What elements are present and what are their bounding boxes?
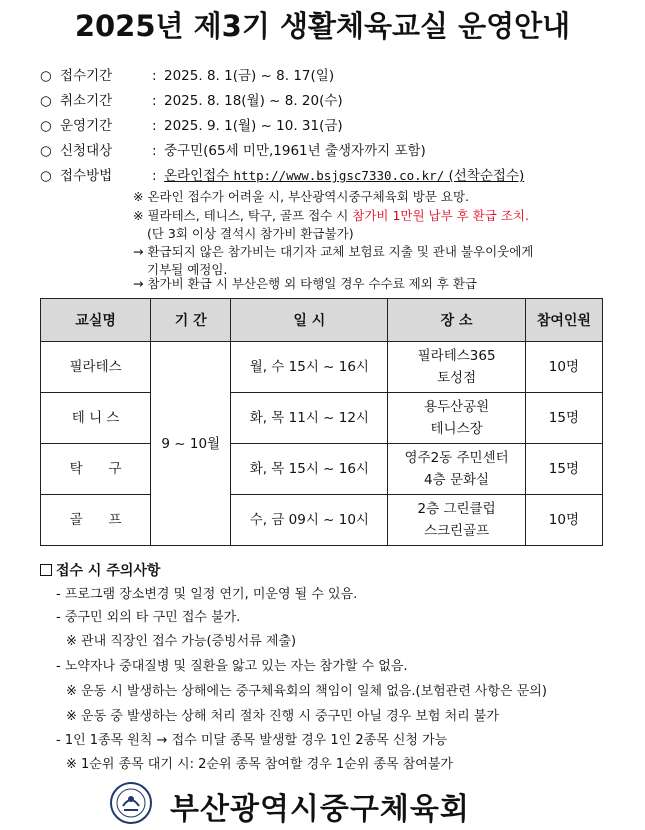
notice-heading: 접수 시 주의사항 xyxy=(40,560,160,580)
class-place: 영주2동 주민센터 4층 문화실 xyxy=(388,444,525,495)
info-value: 2025. 8. 1(금) ~ 8. 17(일) xyxy=(164,68,335,84)
class-time: 화, 목 15시 ~ 16시 xyxy=(231,444,388,495)
info-reception-period: ○ 접수기간 : 2025. 8. 1(금) ~ 8. 17(일) xyxy=(40,64,334,84)
notice-line: ※ 운동 중 발생하는 상해 처리 절차 진행 시 중구민 아닐 경우 보험 처리 불가 xyxy=(66,709,499,724)
info-label: 접수방법 xyxy=(60,168,113,184)
info-value: 2025. 9. 1(월) ~ 10. 31(금) xyxy=(164,118,343,134)
note-donation: → 환급되지 않은 참가비는 대기자 교체 보험료 지출 및 관내 불우이웃에게 xyxy=(133,244,534,259)
col-header-people: 참여인원 xyxy=(525,299,602,342)
note-fee-highlight: 참가비 1만원 납부 후 환급 조치. xyxy=(352,208,529,223)
note-donation-cont: 기부될 예정임. xyxy=(147,262,228,277)
info-value: 중구민(65세 미만,1961년 출생자까지 포함) xyxy=(164,143,426,159)
class-place: 2층 그린클럽 스크린골프 xyxy=(388,495,525,546)
info-label: 운영기간 xyxy=(60,118,113,134)
class-place: 필라테스365 토성점 xyxy=(388,342,525,393)
schedule-table xyxy=(40,298,603,546)
notice-line: - 중구민 외의 타 구민 접수 불가. xyxy=(56,610,241,625)
table-row xyxy=(41,444,603,495)
organization-seal-icon xyxy=(110,782,152,824)
notice-line: ※ 1순위 종목 대기 시: 2순위 종목 참여할 경우 1순위 종목 참여불가 xyxy=(66,757,453,772)
note-absence: (단 3회 이상 결석시 참가비 환급불가) xyxy=(147,226,354,241)
col-header-time: 일 시 xyxy=(231,299,388,342)
class-people: 15명 xyxy=(525,393,602,444)
note-refund: → 참가비 환급 시 부산은행 외 타행일 경우 수수료 제외 후 환급 xyxy=(133,276,477,291)
class-name: 탁 구 xyxy=(41,444,151,495)
circle-bullet-icon: ○ xyxy=(40,168,52,184)
col-header-class: 교실명 xyxy=(41,299,151,342)
notice-line: - 1인 1종목 원칙 → 접수 미달 종목 발생할 경우 1인 2종목 신청 가능 xyxy=(56,733,448,748)
page-title: 2025년 제3기 생활체육교실 운영안내 xyxy=(74,9,571,43)
circle-bullet-icon: ○ xyxy=(40,143,52,159)
info-value: 온라인접수 http://www.bsjgsc7330.co.kr/ (선착순접수) xyxy=(164,168,525,184)
notice-line: ※ 운동 시 발생하는 상해에는 중구체육회의 책임이 일체 없음.(보험관련 사항은 문의) xyxy=(66,684,547,699)
checkbox-square-icon xyxy=(40,564,52,576)
class-people: 10명 xyxy=(525,342,602,393)
class-people: 15명 xyxy=(525,444,602,495)
info-target: ○ 신청대상 : 중구민(65세 미만,1961년 출생자까지 포함) xyxy=(40,139,426,159)
class-name: 골 프 xyxy=(41,495,151,546)
class-time: 월, 수 15시 ~ 16시 xyxy=(231,342,388,393)
signup-link[interactable]: http://www.bsjgsc7330.co.kr/ xyxy=(233,168,445,183)
class-name: 필라테스 xyxy=(41,342,151,393)
note-visit: ※ 온라인 접수가 어려울 시, 부산광역시중구체육회 방문 요망. xyxy=(133,189,470,204)
class-time: 화, 목 11시 ~ 12시 xyxy=(231,393,388,444)
class-place: 용두산공원 테니스장 xyxy=(388,393,525,444)
circle-bullet-icon: ○ xyxy=(40,118,52,134)
circle-bullet-icon: ○ xyxy=(40,68,52,84)
notice-line: - 노약자나 중대질병 및 질환을 앓고 있는 자는 참가할 수 없음. xyxy=(56,659,408,674)
note-fee: ※ 필라테스, 테니스, 탁구, 골프 접수 시 참가비 1만원 납부 후 환급 조치. xyxy=(133,208,529,223)
class-period: 9 ~ 10월 xyxy=(151,342,231,546)
col-header-place: 장 소 xyxy=(388,299,525,342)
info-label: 취소기간 xyxy=(60,93,113,109)
class-time: 수, 금 09시 ~ 10시 xyxy=(231,495,388,546)
organization-name: 부산광역시중구체육회 xyxy=(170,792,470,827)
class-people: 10명 xyxy=(525,495,602,546)
table-row xyxy=(41,393,603,444)
notice-line: - 프로그램 장소변경 및 일정 연기, 미운영 될 수 있음. xyxy=(56,587,358,602)
info-method: ○ 접수방법 : 온라인접수 http://www.bsjgsc7330.co.kr/ (선착순접수) xyxy=(40,164,524,184)
table-row xyxy=(41,342,603,393)
info-label: 접수기간 xyxy=(60,68,113,84)
table-header-row xyxy=(41,299,603,342)
info-cancel-period: ○ 취소기간 : 2025. 8. 18(월) ~ 8. 20(수) xyxy=(40,89,343,109)
col-header-period: 기 간 xyxy=(151,299,231,342)
info-value: 2025. 8. 18(월) ~ 8. 20(수) xyxy=(164,93,343,109)
class-name: 테 니 스 xyxy=(41,393,151,444)
circle-bullet-icon: ○ xyxy=(40,93,52,109)
info-operation-period: ○ 운영기간 : 2025. 9. 1(월) ~ 10. 31(금) xyxy=(40,114,343,134)
info-label: 신청대상 xyxy=(60,143,113,159)
notice-line: ※ 관내 직장인 접수 가능(증빙서류 제출) xyxy=(66,634,297,649)
table-row xyxy=(41,495,603,546)
